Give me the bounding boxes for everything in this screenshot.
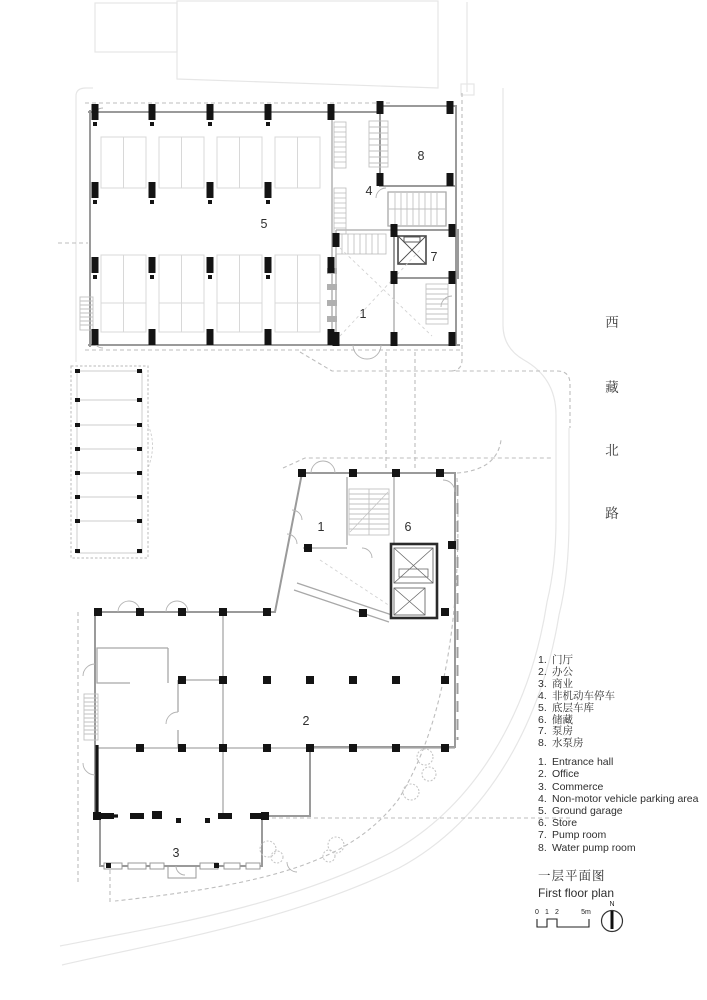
room-label-4: 4: [365, 184, 373, 198]
legend-item-number: 1.: [538, 756, 547, 769]
legend-item-number: 6.: [538, 713, 547, 726]
north-arrow-icon: [602, 901, 623, 932]
legend-item-label: 非机动车停车: [552, 689, 615, 702]
scale-label-1: 1: [545, 909, 549, 916]
legend-item-number: 6.: [538, 817, 547, 830]
legend-item-label: Entrance hall: [552, 756, 614, 769]
trees: [260, 749, 436, 863]
room-label-8: 8: [417, 149, 425, 163]
thick-walls: [97, 745, 118, 816]
garage-ramp: [71, 366, 153, 558]
legend-item-label: 泵房: [552, 725, 573, 738]
legend-item-number: 5.: [538, 805, 547, 818]
legend-item-label: 门厅: [552, 654, 573, 666]
legend-item-zh: [538, 738, 707, 750]
room-label-6: 6: [404, 520, 412, 534]
legend-item-number: 4.: [538, 792, 547, 805]
legend-item-number: 5.: [538, 701, 547, 714]
stairs: [84, 489, 389, 740]
scale-label-2: 2: [555, 909, 559, 916]
legend-item-label: 办公: [552, 665, 573, 678]
legend-item-number: 4.: [538, 689, 547, 702]
columns: [93, 469, 456, 820]
parking-stalls: [101, 137, 320, 332]
scale-bar: [535, 909, 591, 927]
north-label: N: [609, 901, 615, 908]
legend-item-label: 水泵房: [552, 737, 584, 750]
scale-label-0: 0: [535, 909, 539, 916]
elevator-shaft: [398, 236, 426, 264]
drawing-title-zh: 一层平面图: [538, 869, 606, 883]
legend-item-label: Ground garage: [552, 805, 623, 818]
room-label-1-upper: 1: [359, 307, 367, 321]
street-char-2: 藏: [605, 380, 619, 395]
legend: [538, 655, 707, 854]
legend-chinese-list: [538, 655, 707, 750]
legend-item-label: 商业: [552, 677, 573, 690]
dashed-lines: [58, 93, 570, 902]
legend-item-number: 8.: [538, 737, 547, 750]
room-label-1-lower: 1: [317, 520, 325, 534]
legend-item-number: 2.: [538, 665, 547, 678]
street-char-3: 北: [605, 443, 619, 458]
legend-item-number: 3.: [538, 780, 547, 793]
legend-item-number: 8.: [538, 841, 547, 854]
legend-item-label: Store: [552, 817, 578, 830]
legend-item-en: [538, 817, 707, 829]
legend-item-label: Commerce: [552, 780, 604, 793]
scale-label-5m: 5m: [581, 909, 591, 916]
room-label-3: 3: [172, 846, 180, 860]
legend-item-en: [538, 829, 707, 841]
legend-item-number: 7.: [538, 829, 547, 842]
legend-item-number: 7.: [538, 725, 547, 738]
legend-item-en: [538, 756, 707, 768]
upper-building: [80, 101, 460, 359]
street-char-1: 西: [605, 315, 619, 330]
legend-item-en: [538, 805, 707, 817]
legend-english-list: [538, 756, 707, 854]
legend-item-en: [538, 781, 707, 793]
legend-item-en: [538, 793, 707, 805]
legend-item-label: Pump room: [552, 829, 607, 842]
legend-item-label: Office: [552, 768, 580, 781]
room-label-7: 7: [430, 250, 438, 264]
legend-item-en: [538, 768, 707, 780]
legend-item-number: 2.: [538, 768, 547, 781]
legend-item-number: 3.: [538, 677, 547, 690]
legend-item-label: Non-motor vehicle parking area: [552, 792, 699, 805]
street-name: [605, 315, 619, 521]
legend-item-en: [538, 842, 707, 854]
drawing-title-en: First floor plan: [538, 886, 615, 900]
room-label-2: 2: [302, 714, 310, 728]
legend-item-label: Water pump room: [552, 841, 636, 854]
legend-item-label: 底层车库: [552, 701, 594, 714]
door-arcs: [93, 108, 452, 359]
legend-item-number: 1.: [538, 654, 547, 666]
bike-racks: [334, 122, 386, 254]
room-label-5: 5: [260, 217, 268, 231]
site-context: [60, 1, 569, 965]
title-block: [538, 866, 614, 900]
street-char-4: 路: [605, 506, 619, 521]
legend-item-label: 储藏: [552, 713, 573, 726]
elevator-shaft: [391, 544, 437, 618]
lower-building: [83, 461, 458, 878]
